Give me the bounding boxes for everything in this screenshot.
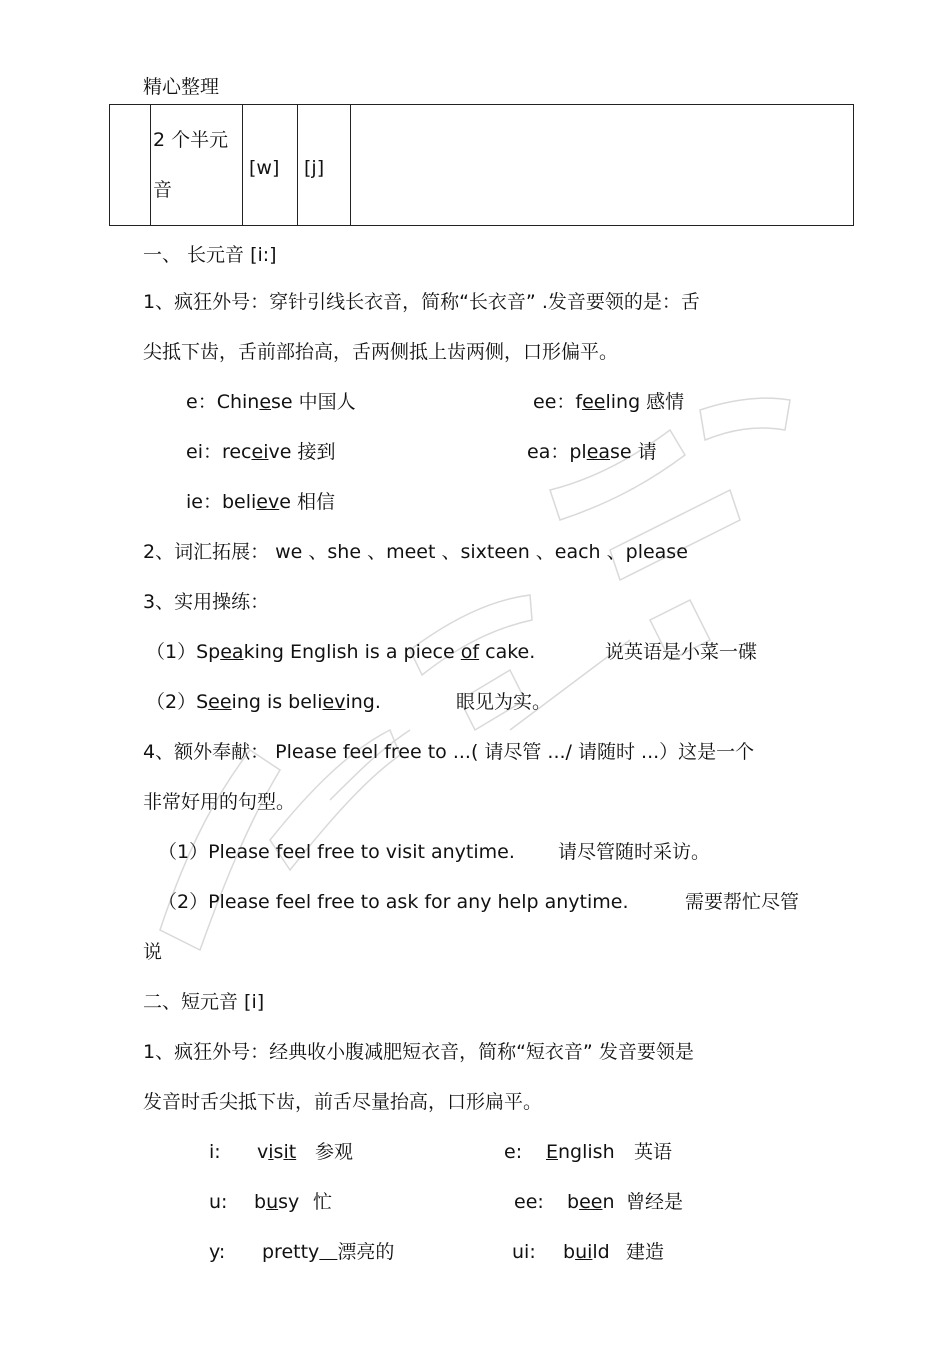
extra-translation-1: 请尽管随时采访。: [558, 841, 711, 863]
translation-english: 英语: [634, 1141, 673, 1163]
extra-line-2: 非常好用的句型。: [143, 791, 296, 813]
example-ee: ee：feeling 感情: [533, 391, 685, 413]
extra-translation-2-cont: 说: [143, 941, 163, 963]
section-2-title: 二、短元音 [i]: [143, 991, 265, 1013]
example-build: build: [563, 1241, 610, 1263]
section-1-title: 一、 长元音 [i:]: [143, 244, 277, 266]
vocab-line: 2、词汇拓展： we 、she 、meet 、sixteen 、each 、please: [143, 541, 688, 563]
extra-sentence-1: （1）Please feel free to visit anytime.: [158, 841, 515, 863]
practice-heading: 3、实用操练：: [143, 591, 270, 613]
example-busy: busy: [254, 1191, 300, 1213]
table-cell-j: [j]: [298, 105, 351, 226]
practice-sentence-2: （2）Seeing is believing.: [146, 691, 381, 713]
label-i: i:: [209, 1141, 221, 1163]
extra-sentence-2: （2）Please feel free to ask for any help anytime.: [158, 891, 629, 913]
translation-build: 建造: [626, 1241, 665, 1263]
s2-desc-line-1: 1、疯狂外号：经典收小腹减肥短衣音，简称“短衣音” 发音要领是: [143, 1041, 694, 1063]
label-u: u:: [209, 1191, 228, 1213]
translation-visit: 参观: [315, 1141, 354, 1163]
phonetic-table: [109, 104, 854, 226]
example-been: been: [567, 1191, 615, 1213]
example-english: English: [546, 1141, 615, 1163]
table-cell-w: [w]: [243, 105, 298, 226]
table-cell-category: 2 个半元音: [151, 105, 243, 226]
example-pretty: pretty 漂亮的: [262, 1241, 395, 1263]
label-y: y:: [209, 1241, 226, 1263]
example-e: e：Chinese 中国人: [186, 391, 356, 413]
label-e: e:: [504, 1141, 523, 1163]
practice-sentence-1: （1）Speaking English is a piece of cake.: [146, 641, 536, 663]
translation-been: 曾经是: [626, 1191, 684, 1213]
table-cell-blank: [351, 105, 854, 226]
translation-busy: 忙: [313, 1191, 333, 1213]
example-ei: ei：receive 接到: [186, 441, 336, 463]
table-cell-empty: [110, 105, 151, 226]
page-header: 精心整理: [143, 76, 220, 98]
example-visit: visit: [257, 1141, 297, 1163]
s1-desc-line-2: 尖抵下齿，舌前部抬高，舌两侧抵上齿两侧，口形偏平。: [143, 341, 619, 363]
label-ui: ui:: [512, 1241, 536, 1263]
example-ie: ie：believe 相信: [186, 491, 335, 513]
extra-translation-2: 需要帮忙尽管: [685, 891, 800, 913]
extra-line-1: 4、额外奉献： Please feel free to ...( 请尽管 .../ 请随时 ...）这是一个: [143, 741, 755, 763]
practice-translation-1: 说英语是小菜一碟: [605, 641, 758, 663]
label-ee: ee:: [514, 1191, 544, 1213]
practice-translation-2: 眼见为实。: [456, 691, 552, 713]
example-ea: ea：please 请: [527, 441, 657, 463]
s1-desc-line-1: 1、疯狂外号：穿针引线长衣音，简称“长衣音” .发音要领的是：舌: [143, 291, 700, 313]
s2-desc-line-2: 发音时舌尖抵下齿，前舌尽量抬高，口形扁平。: [143, 1091, 543, 1113]
